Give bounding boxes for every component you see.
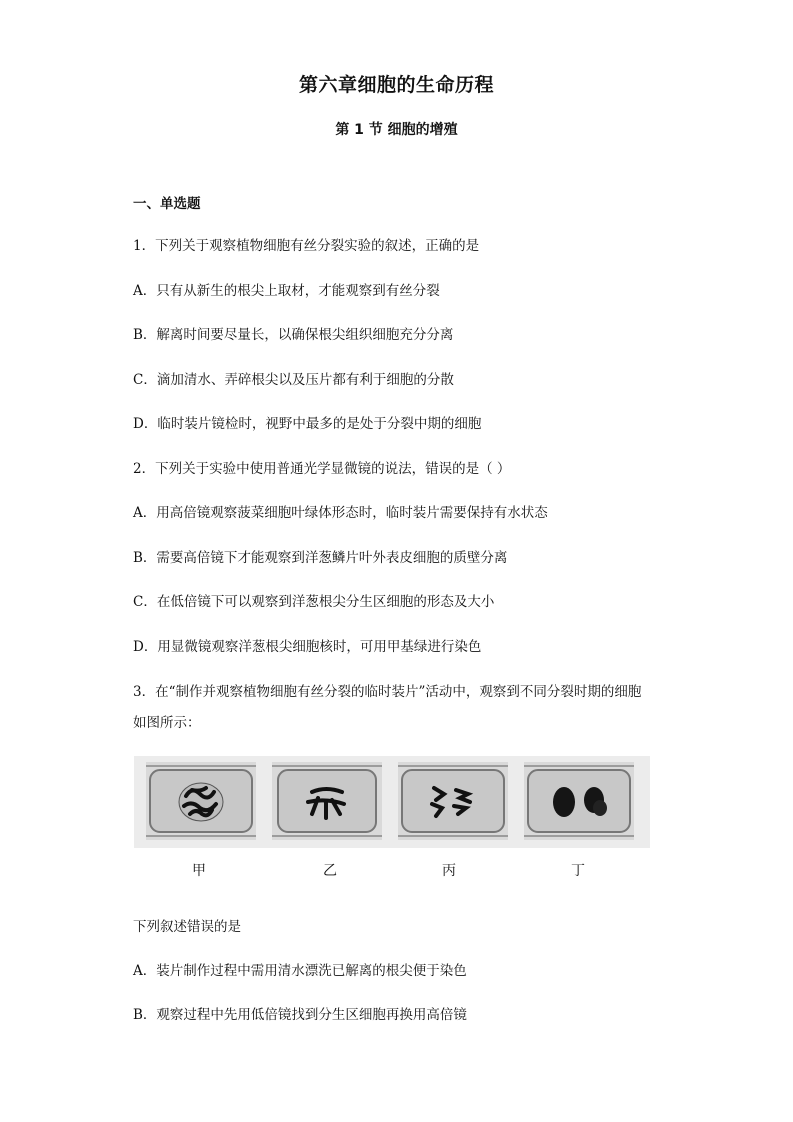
q2-stem: 2．下列关于实验中使用普通光学显微镜的说法，错误的是（ ）	[133, 461, 511, 477]
q3-follow-text: 下列叙述错误的是	[133, 919, 241, 935]
q3-option-b: B．观察过程中先用低倍镜找到分生区细胞再换用高倍镜	[133, 1007, 467, 1023]
mitosis-figure	[134, 756, 650, 848]
q2-option-d: D．用显微镜观察洋葱根尖细胞核时，可用甲基绿进行染色	[133, 639, 482, 655]
q1-option-d: D．临时装片镜检时，视野中最多的是处于分裂中期的细胞	[133, 416, 482, 432]
q2-option-c: C．在低倍镜下可以观察到洋葱根尖分生区细胞的形态及大小	[133, 594, 495, 610]
figure-label-bing: 丙	[442, 863, 456, 879]
q1-option-a: A．只有从新生的根尖上取材，才能观察到有丝分裂	[133, 283, 440, 299]
figure-label-yi: 乙	[323, 863, 337, 879]
q2-option-b: B．需要高倍镜下才能观察到洋葱鳞片叶外表皮细胞的质壁分离	[133, 550, 508, 566]
cell-image-prophase	[146, 762, 256, 840]
q2-option-a: A．用高倍镜观察菠菜细胞叶绿体形态时，临时装片需要保持有水状态	[133, 505, 548, 521]
q3-stem-line2: 如图所示：	[133, 715, 201, 731]
q1-option-b: B．解离时间要尽量长，以确保根尖组织细胞充分分离	[133, 327, 454, 343]
page-subtitle: 第 1 节 细胞的增殖	[335, 122, 458, 138]
cell-image-anaphase	[398, 762, 508, 840]
section-heading: 一、单选题	[133, 196, 201, 212]
cell-image-metaphase	[272, 762, 382, 840]
cell-image-telophase	[524, 762, 634, 840]
figure-label-jia: 甲	[192, 863, 206, 879]
q3-option-a: A．装片制作过程中需用清水漂洗已解离的根尖便于染色	[133, 963, 467, 979]
q3-stem-line1: 3．在“制作并观察植物细胞有丝分裂的临时装片”活动中，观察到不同分裂时期的细胞	[133, 684, 642, 700]
figure-label-ding: 丁	[571, 863, 585, 879]
page-title: 第六章细胞的生命历程	[298, 74, 494, 96]
q1-stem: 1．下列关于观察植物细胞有丝分裂实验的叙述，正确的是	[133, 238, 480, 254]
q1-option-c: C．滴加清水、弄碎根尖以及压片都有利于细胞的分散	[133, 372, 454, 388]
